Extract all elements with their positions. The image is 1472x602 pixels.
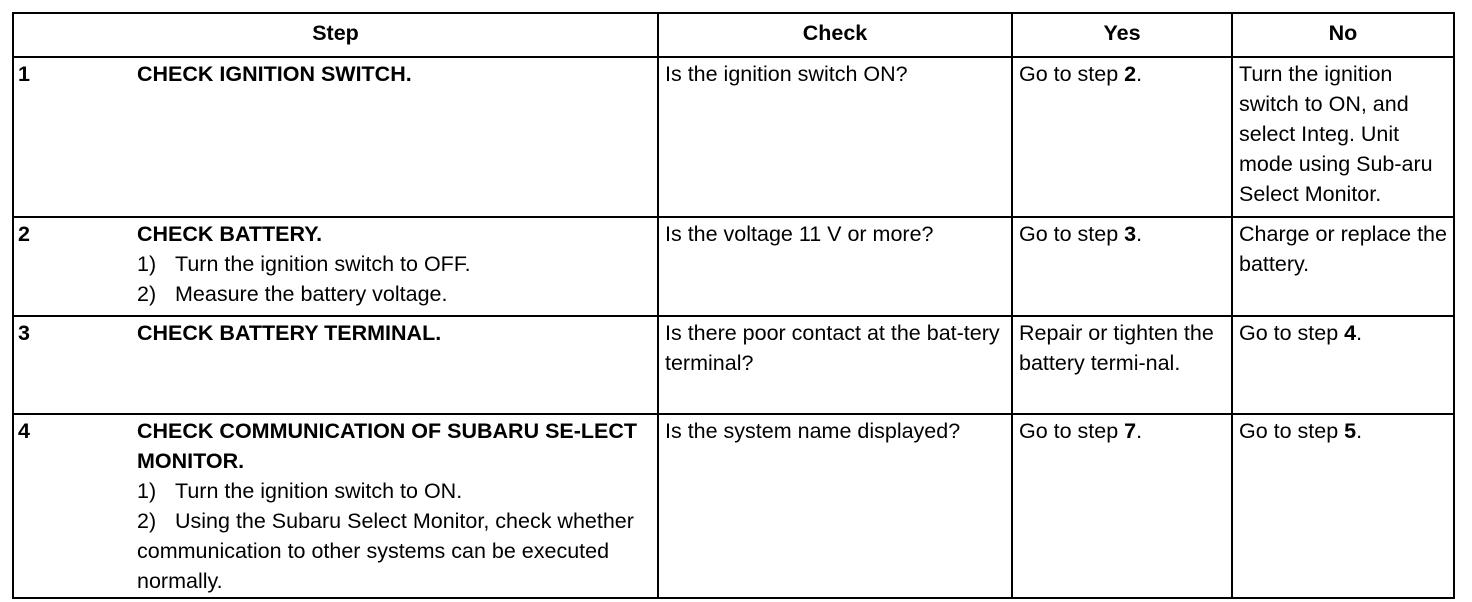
yes-cell: Go to step 3. xyxy=(1012,217,1232,316)
no-cell: Go to step 4. xyxy=(1232,316,1454,414)
step-title: CHECK BATTERY TERMINAL. xyxy=(137,321,442,345)
step-cell xyxy=(13,316,658,414)
step-number: 1 xyxy=(18,62,30,86)
table-row xyxy=(13,316,1454,414)
no-cell: Turn the ignition switch to ON, and select Integ. Unit mode using Sub-aru Select Monitor. xyxy=(1232,57,1454,217)
header-check: Check xyxy=(658,13,1012,57)
sub-step: 2) Using the Subaru Select Monitor, check whether communication to other systems can be executed normally. xyxy=(137,509,634,593)
no-cell: Charge or replace the battery. xyxy=(1232,217,1454,316)
check-cell: Is the system name displayed? xyxy=(658,414,1012,598)
yes-cell: Go to step 2. xyxy=(1012,57,1232,217)
step-cell xyxy=(13,414,658,598)
check-cell: Is the ignition switch ON? xyxy=(658,57,1012,217)
table-row xyxy=(13,414,1454,598)
step-number: 2 xyxy=(18,222,30,246)
diagnostic-table xyxy=(12,12,1455,599)
table-row xyxy=(13,57,1454,217)
no-step-ref: 4 xyxy=(1344,321,1357,345)
step-title: CHECK COMMUNICATION OF SUBARU SE-LECT MONITOR. xyxy=(137,419,638,473)
step-number: 3 xyxy=(18,321,30,345)
yes-cell: Go to step 7. xyxy=(1012,414,1232,598)
check-cell: Is the voltage 11 V or more? xyxy=(658,217,1012,316)
sub-step: 1) Turn the ignition switch to ON. xyxy=(137,479,463,503)
yes-step-ref: 3 xyxy=(1124,222,1137,246)
table-row xyxy=(13,217,1454,316)
yes-step-ref: 7 xyxy=(1124,419,1137,443)
no-step-ref: 5 xyxy=(1344,419,1357,443)
sub-step: 1) Turn the ignition switch to OFF. xyxy=(137,252,471,276)
step-title: CHECK BATTERY. xyxy=(137,222,323,246)
sub-step: 2) Measure the battery voltage. xyxy=(137,282,448,306)
yes-cell: Repair or tighten the battery termi-nal. xyxy=(1012,316,1232,414)
header-step: Step xyxy=(13,13,658,57)
step-title: CHECK IGNITION SWITCH. xyxy=(137,62,412,86)
step-number: 4 xyxy=(18,419,30,443)
header-yes: Yes xyxy=(1012,13,1232,57)
header-row xyxy=(13,13,1454,57)
step-cell xyxy=(13,217,658,316)
check-cell: Is there poor contact at the bat-tery terminal? xyxy=(658,316,1012,414)
no-cell: Go to step 5. xyxy=(1232,414,1454,598)
yes-step-ref: 2 xyxy=(1124,62,1137,86)
header-no: No xyxy=(1232,13,1454,57)
step-cell xyxy=(13,57,658,217)
